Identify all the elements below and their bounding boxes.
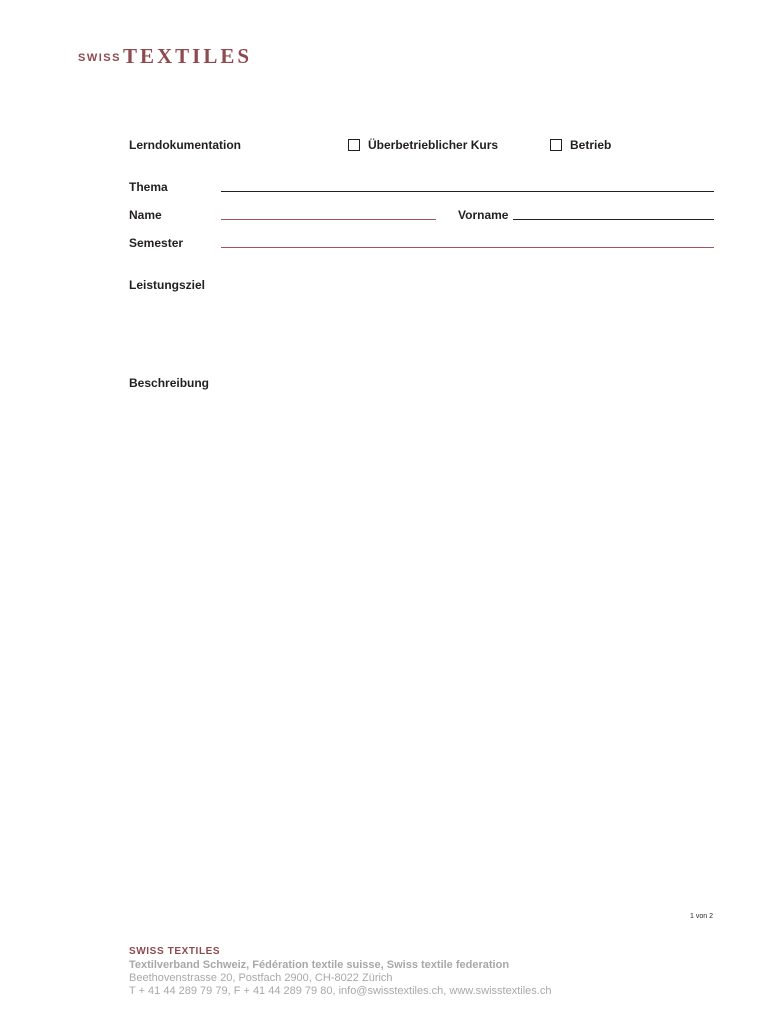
vorname-label: Vorname xyxy=(458,208,509,222)
name-label: Name xyxy=(129,208,162,222)
document-title: Lerndokumentation xyxy=(129,138,242,152)
checkbox-label-ueberbetrieblicher-kurs: Überbetrieblicher Kurs xyxy=(368,138,499,152)
checkbox-ueberbetrieblicher-kurs[interactable] xyxy=(348,139,360,151)
thema-field-line[interactable] xyxy=(221,191,714,192)
name-field-line[interactable] xyxy=(221,219,436,220)
semester-label: Semester xyxy=(129,236,184,250)
semester-field-line[interactable] xyxy=(221,247,714,248)
checkbox-betrieb[interactable] xyxy=(550,139,562,151)
leistungsziel-heading: Leistungsziel xyxy=(129,278,206,292)
footer-contact-line: T + 41 44 289 79 79, F + 41 44 289 79 80, info@swisstextiles.ch, www.swisstextiles.ch xyxy=(129,985,552,997)
page-number: 1 von 2 xyxy=(690,913,713,920)
logo-swiss-text: SWISS xyxy=(78,52,121,64)
beschreibung-heading: Beschreibung xyxy=(129,376,210,390)
footer-org-name: SWISS TEXTILES xyxy=(129,946,221,957)
footer-federation-line: Textilverband Schweiz, Fédération textile suisse, Swiss textile federation xyxy=(129,959,510,971)
logo-textiles-text: TEXTILES xyxy=(123,44,253,68)
thema-label: Thema xyxy=(129,180,168,194)
vorname-field-line[interactable] xyxy=(513,219,714,220)
checkbox-label-betrieb: Betrieb xyxy=(570,138,612,152)
footer-address-line: Beethovenstrasse 20, Postfach 2900, CH-8022 Zürich xyxy=(129,972,393,984)
